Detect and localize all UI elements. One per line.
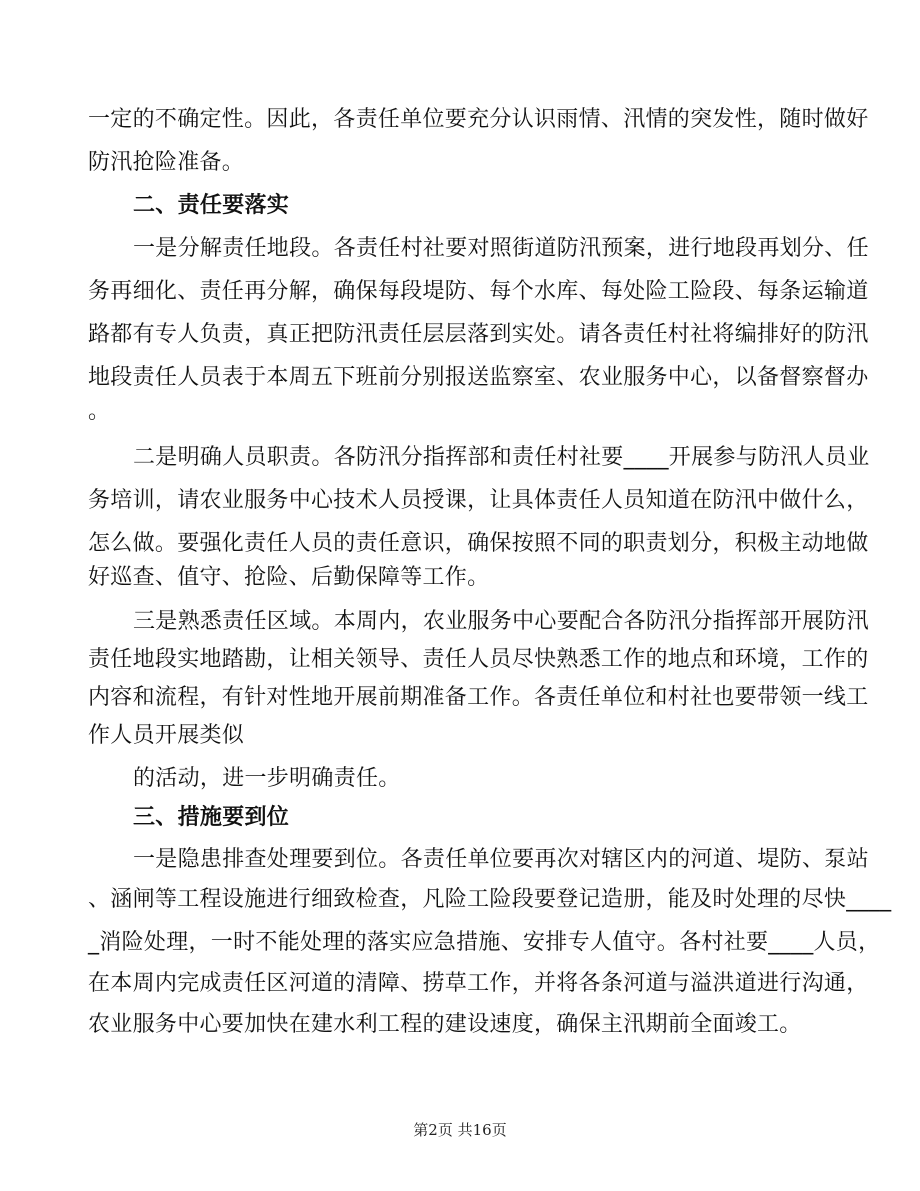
text-line: 三是熟悉责任区域。本周内，农业服务中心要配合各防汛分指挥部开展防汛 bbox=[133, 609, 869, 634]
section-heading: 三、措施要到位 bbox=[133, 805, 290, 830]
text-line: 的活动，进一步明确责任。 bbox=[133, 766, 401, 791]
text-line: 路都有专人负责，真正把防汛责任层层落到实处。请各责任村社将编排好的防汛 bbox=[88, 322, 869, 347]
section-heading: 二、责任要落实 bbox=[133, 193, 290, 218]
text-line: _消险处理，一时不能处理的落实应急措施、安排专人值守。各村社要____人员， bbox=[88, 930, 881, 955]
text-line: 务再细化、责任再分解，确保每段堤防、每个水库、每处险工险段、每条运输道 bbox=[88, 279, 869, 304]
text-line: 一是隐患排查处理要到位。各责任单位要再次对辖区内的河道、堤防、泵站 bbox=[133, 847, 869, 872]
text-line: 地段责任人员表于本周五下班前分别报送监察室、农业服务中心，以备督察督办 bbox=[88, 365, 869, 390]
text-line: 。 bbox=[88, 399, 111, 424]
text-line: 防汛抢险准备。 bbox=[88, 150, 245, 175]
text-line: 在本周内完成责任区河道的清障、捞草工作，并将各条河道与溢洪道进行沟通， bbox=[88, 971, 869, 996]
text-line: 好巡查、值守、抢险、后勤保障等工作。 bbox=[88, 565, 490, 590]
text-line: 内容和流程，有针对性地开展前期准备工作。各责任单位和村社也要带领一线工 bbox=[88, 685, 869, 710]
text-line: 一是分解责任地段。各责任村社要对照街道防汛预案，进行地段再划分、任 bbox=[133, 236, 869, 261]
text-line: 责任地段实地踏勘，让相关领导、责任人员尽快熟悉工作的地点和环境，工作的 bbox=[88, 647, 869, 672]
text-line: 作人员开展类似 bbox=[88, 723, 245, 748]
text-line: 二是明确人员职责。各防汛分指挥部和责任村社要____开展参与防汛人员业 bbox=[133, 445, 870, 470]
text-line: 农业服务中心要加快在建水利工程的建设速度，确保主汛期前全面竣工。 bbox=[88, 1012, 802, 1037]
text-line: 怎么做。要强化责任人员的责任意识，确保按照不同的职责划分，积极主动地做 bbox=[88, 531, 869, 556]
text-line: 、涵闸等工程设施进行细致检查，凡险工险段要登记造册，能及时处理的尽快____ bbox=[88, 887, 892, 912]
text-line: 务培训，请农业服务中心技术人员授课，让具体责任人员知道在防汛中做什么， bbox=[88, 488, 869, 513]
text-line: 一定的不确定性。因此，各责任单位要充分认识雨情、汛情的突发性，随时做好 bbox=[88, 107, 869, 132]
page-number: 第2页 共16页 bbox=[413, 1121, 507, 1139]
